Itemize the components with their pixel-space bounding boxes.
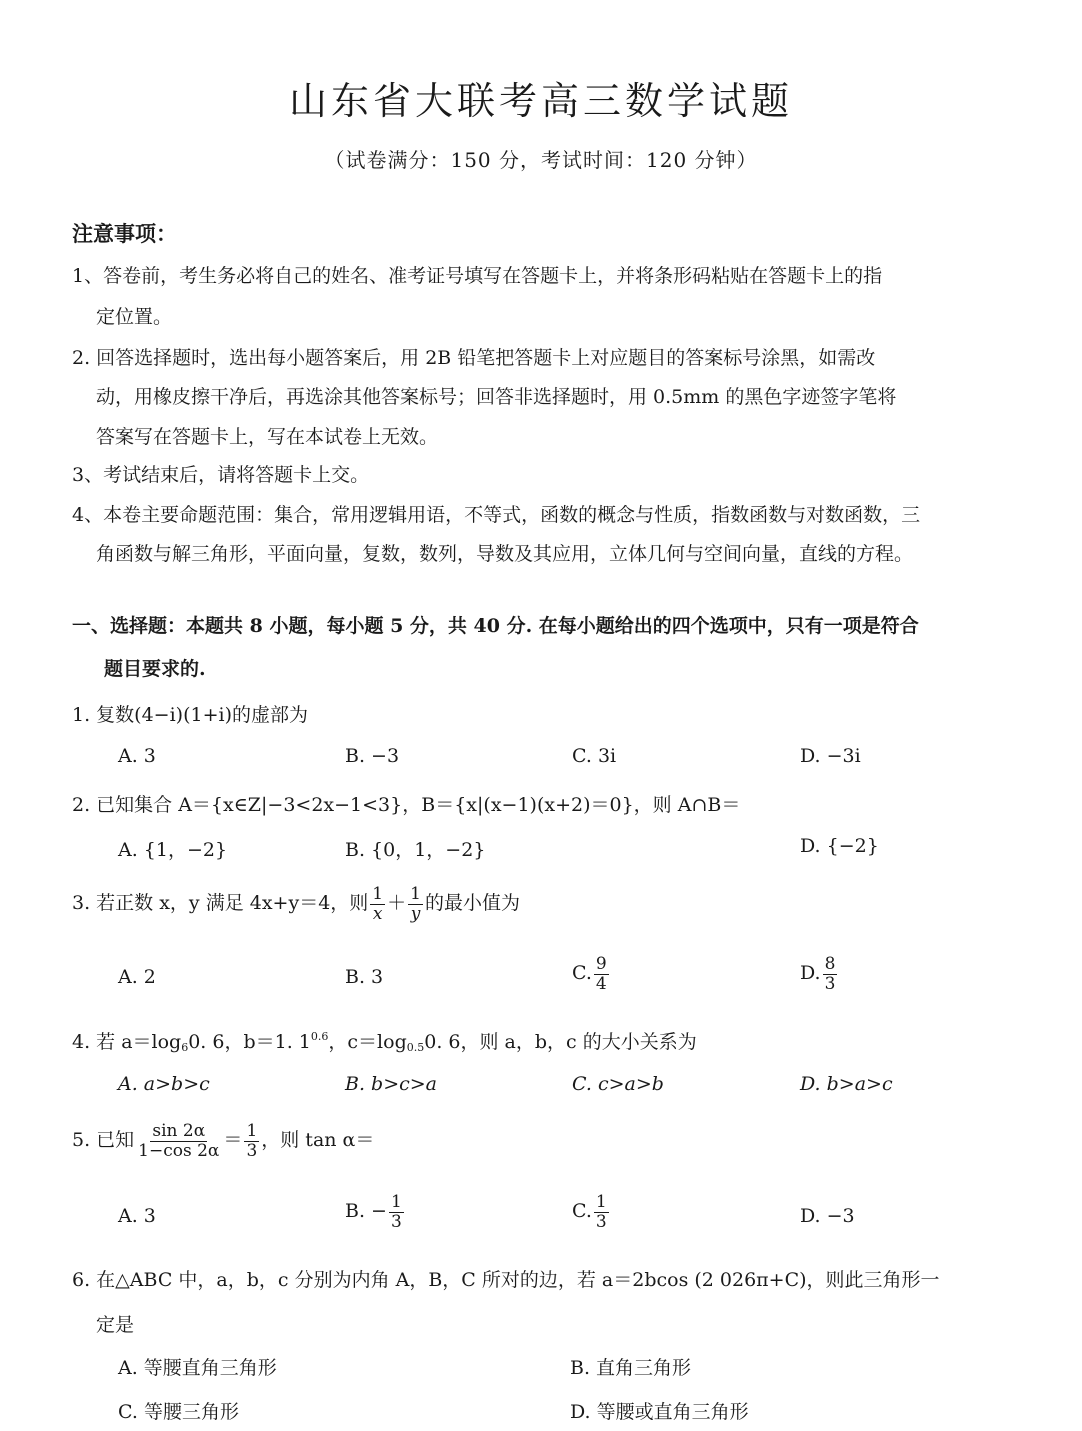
q4-part-1: 4. 若 a＝log xyxy=(72,1031,182,1053)
page-title: 山东省大联考高三数学试题 xyxy=(288,79,793,123)
q3-frac1-num: 1 xyxy=(372,884,384,904)
q4-log-base-1: 6 xyxy=(181,1041,189,1054)
q3-fraction-1 xyxy=(370,885,385,923)
question-6-stem: 6. 在△ABC 中，a，b，c 分别为内角 A，B，C 所对的边，若 a＝2bcos (2 026π+C)，则此三角形一 xyxy=(72,1269,940,1291)
q4-log-base-2: 0.5 xyxy=(406,1041,425,1054)
q3-frac2-den: y xyxy=(410,903,421,924)
q5-option-b xyxy=(345,1193,406,1231)
q5-rhs-fraction xyxy=(244,1122,259,1160)
q4-option-d: D. b>a>c xyxy=(800,1073,893,1095)
q5-b-num: 1 xyxy=(390,1192,402,1212)
q3-option-d xyxy=(800,955,839,993)
q3-d-num: 8 xyxy=(824,954,836,974)
q4-option-a: A. a>b>c xyxy=(118,1073,210,1095)
notice-line: 答案写在答题卡上，写在本试卷上无效。 xyxy=(96,426,439,448)
q3-option-b: B. 3 xyxy=(345,966,384,988)
q3-option-d-label: D. xyxy=(800,962,821,985)
q5-fraction xyxy=(136,1122,221,1160)
q5-rhs-den: 3 xyxy=(246,1140,258,1161)
q3-option-c-fraction xyxy=(594,955,609,993)
q3-c-den: 4 xyxy=(595,973,607,994)
q5-option-c-label: C. xyxy=(572,1200,592,1223)
question-2-stem: 2. 已知集合 A＝{x∈Z|−3<2x−1<3}，B＝{x|(x−1)(x+2)＝0}，则 A∩B＝ xyxy=(72,794,741,816)
q5-option-c-fraction xyxy=(594,1193,609,1231)
question-4-stem xyxy=(72,1027,697,1054)
q1-option-d: D. −3i xyxy=(800,745,861,767)
q5-option-b-fraction xyxy=(389,1193,404,1231)
q6-option-c: C. 等腰三角形 xyxy=(118,1401,239,1423)
q2-option-a: A. {1，−2} xyxy=(118,839,228,861)
exam-info: （试卷满分：150 分，考试时间：120 分钟） xyxy=(324,148,758,172)
q3-option-c xyxy=(572,955,611,993)
q5-eq: ＝ xyxy=(223,1129,243,1152)
q4-part-4: 0. 6，则 a，b，c 的大小关系为 xyxy=(424,1031,697,1053)
section-heading-cont: 题目要求的. xyxy=(104,658,206,680)
notice-line: 2. 回答选择题时，选出每小题答案后，用 2B 铅笔把答题卡上对应题目的答案标号涂黑，如需改 xyxy=(72,347,876,369)
q4-part-3: ，c＝log xyxy=(328,1031,407,1053)
q3-stem-post: 的最小值为 xyxy=(424,892,520,915)
q5-num: sin 2α xyxy=(152,1121,206,1141)
q3-plus: ＋ xyxy=(387,892,407,915)
question-5-stem xyxy=(72,1122,374,1160)
section-heading: 一、选择题：本题共 8 小题，每小题 5 分，共 40 分. 在每小题给出的四个选项中，只有一项是符合 xyxy=(72,615,919,637)
q5-den: 1−cos 2α xyxy=(138,1140,220,1161)
q4-part-2: 0. 6，b＝1. 1 xyxy=(188,1031,311,1053)
q3-d-den: 3 xyxy=(824,973,836,994)
notice-line: 3、考试结束后，请将答题卡上交。 xyxy=(72,464,370,486)
q2-option-b: B. {0，1，−2} xyxy=(345,839,486,861)
q6-option-d: D. 等腰或直角三角形 xyxy=(570,1401,749,1423)
question-1-stem: 1. 复数(4−i)(1+i)的虚部为 xyxy=(72,704,308,726)
q3-fraction-2 xyxy=(408,885,423,923)
q3-option-d-fraction xyxy=(823,955,838,993)
q5-option-d: D. −3 xyxy=(800,1205,855,1227)
question-3-stem xyxy=(72,885,520,923)
q1-option-a: A. 3 xyxy=(118,745,156,767)
q5-b-den: 3 xyxy=(390,1211,402,1232)
q3-frac2-num: 1 xyxy=(410,884,421,904)
q4-option-b: B. b>c>a xyxy=(345,1073,438,1095)
q5-c-num: 1 xyxy=(595,1192,607,1212)
notice-line: 定位置。 xyxy=(96,306,173,328)
notice-line: 动，用橡皮擦干净后，再选涂其他答案标号；回答非选择题时，用 0.5mm 的黑色字迹签字笔将 xyxy=(96,386,897,408)
notice-line: 角函数与解三角形，平面向量，复数，数列，导数及其应用，立体几何与空间向量，直线的方程。 xyxy=(96,543,914,565)
q5-pre: 5. 已知 xyxy=(72,1129,135,1152)
q5-post: ，则 tan α＝ xyxy=(261,1129,375,1152)
q1-option-b: B. −3 xyxy=(345,745,400,767)
q6-option-b: B. 直角三角形 xyxy=(570,1357,692,1379)
q4-option-c: C. c>a>b xyxy=(572,1073,664,1095)
q1-option-c: C. 3i xyxy=(572,745,617,767)
q5-rhs-num: 1 xyxy=(246,1121,258,1141)
q6-option-a: A. 等腰直角三角形 xyxy=(118,1357,277,1379)
notice-line: 1、答卷前，考生务必将自己的姓名、准考证号填写在答题卡上，并将条形码粘贴在答题卡上的指 xyxy=(72,265,883,287)
q3-option-a: A. 2 xyxy=(118,966,156,988)
q5-option-a: A. 3 xyxy=(118,1205,156,1227)
notice-heading: 注意事项： xyxy=(72,221,177,246)
q5-option-c xyxy=(572,1193,611,1231)
q5-c-den: 3 xyxy=(595,1211,607,1232)
q2-option-d: D. {−2} xyxy=(800,835,879,857)
q4-exponent: 0.6 xyxy=(310,1030,329,1043)
q3-frac1-den: x xyxy=(372,903,383,924)
notice-line: 4、本卷主要命题范围：集合，常用逻辑用语，不等式，函数的概念与性质，指数函数与对数函数，三 xyxy=(72,504,921,526)
question-6-stem-cont: 定是 xyxy=(96,1314,135,1336)
q3-c-num: 9 xyxy=(595,954,607,974)
q5-option-b-label: B. − xyxy=(345,1200,387,1223)
q3-option-c-label: C. xyxy=(572,962,592,985)
q3-stem-pre: 3. 若正数 x，y 满足 4x+y＝4，则 xyxy=(72,892,369,915)
